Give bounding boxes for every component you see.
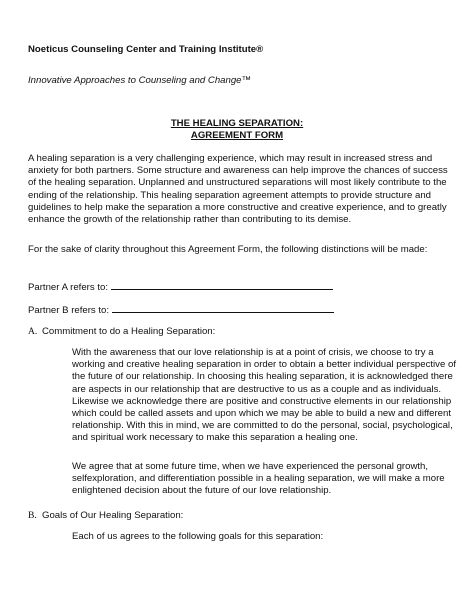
partner-a-label: Partner A refers to: — [28, 282, 108, 293]
section-a-heading — [28, 326, 215, 337]
partner-a-blank[interactable] — [111, 280, 333, 290]
section-b-heading — [28, 510, 183, 521]
partner-a-line — [28, 280, 333, 293]
section-b-letter: B. — [28, 510, 37, 521]
section-a-title: Commitment to do a Healing Separation: — [42, 326, 216, 337]
section-b-title: Goals of Our Healing Separation: — [42, 510, 184, 521]
organization-name: Noeticus Counseling Center and Training Institute® — [28, 44, 264, 55]
partner-b-label: Partner B refers to: — [28, 305, 110, 316]
section-a-letter: A. — [28, 326, 38, 337]
section-a-paragraph-1: With the awareness that our love relationship is at a point of crisis, we choose to try a working and creative healing separation in order to obtain a better individual perspective of the future of our relationship. In choosing this healing separation, it is acknowledged there are aspects in our relationship that are destructive to us as a couple and as individuals. Likewise we acknowledge there are positive and constructive elements in our relationship which could be called assets and upon which we may be able to build a new and different relationship. With this in mind, we are committed to do the personal, social, psychological, and spiritual work necessary to make this separation a healing one. — [72, 347, 456, 444]
form-title-line-1: THE HEALING SEPARATION: — [170, 118, 304, 129]
partner-b-line — [28, 303, 334, 316]
form-title-line-2: AGREEMENT FORM — [190, 130, 284, 141]
section-b-paragraph-1: Each of us agrees to the following goals for this separation: — [72, 531, 324, 542]
intro-paragraph: A healing separation is a very challenging experience, which may result in increased stress and anxiety for both partners. Some structure and awareness can help improve the chances of success of the healing separation. Unplanned and unstructured separations will most likely contribute to the ending of the relationship. This healing separation agreement attempts to provide structure and guidelines to help make the separation a more constructive and creative experience, and to greatly enhance the growth of the relationship rather than contributing to its demise. — [28, 153, 448, 226]
section-a-paragraph-2: We agree that at some future time, when we have experienced the personal growth, selfexploration, and differentiation possible in a healing separation, we will make a more enlightened decision about the future of our love relationship. — [72, 461, 445, 497]
partner-b-blank[interactable] — [112, 303, 334, 313]
organization-tagline: Innovative Approaches to Counseling and Change™ — [28, 75, 252, 86]
clarity-paragraph: For the sake of clarity throughout this Agreement Form, the following distinctions will be made: — [28, 244, 428, 255]
